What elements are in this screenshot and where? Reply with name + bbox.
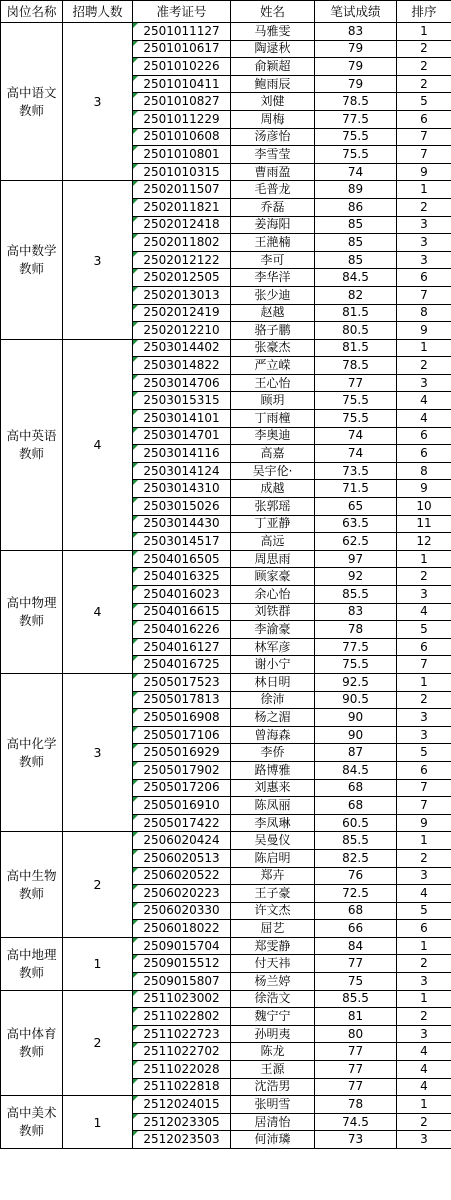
rank-cell: 3 [397,251,451,269]
score-cell: 73.5 [315,462,397,480]
score-cell: 74 [315,163,397,181]
score-cell: 68 [315,797,397,815]
header-row [1,1,451,23]
score-cell: 77 [315,1043,397,1061]
exam-id-cell: 2503014402 [133,339,231,357]
exam-id-cell: 2512023305 [133,1113,231,1131]
exam-id-cell: 2512024015 [133,1096,231,1114]
name-cell: 屈艺 [231,920,315,938]
rank-cell: 9 [397,814,451,832]
position-cell: 高中美术教师 [1,1096,63,1149]
rank-cell: 9 [397,322,451,340]
rank-cell: 7 [397,286,451,304]
name-cell: 居清怡 [231,1113,315,1131]
name-cell: 郑卉 [231,867,315,885]
rank-cell: 2 [397,1008,451,1026]
score-cell: 78.5 [315,93,397,111]
score-cell: 82.5 [315,849,397,867]
rank-cell: 1 [397,181,451,199]
name-cell: 杨兰婷 [231,973,315,991]
score-cell: 85 [315,216,397,234]
score-cell: 79 [315,40,397,58]
rank-cell: 2 [397,1113,451,1131]
name-cell: 李凤琳 [231,814,315,832]
exam-id-cell: 2502012122 [133,251,231,269]
hire-count-cell: 1 [63,937,133,990]
rank-cell: 2 [397,40,451,58]
name-cell: 陶逯秋 [231,40,315,58]
rank-cell: 5 [397,902,451,920]
rank-cell: 8 [397,304,451,322]
name-cell: 魏宁宁 [231,1008,315,1026]
name-cell: 顾家豪 [231,568,315,586]
name-cell: 李可 [231,251,315,269]
score-cell: 85.5 [315,832,397,850]
score-cell: 75 [315,973,397,991]
exam-id-cell: 2511022723 [133,1025,231,1043]
rank-cell: 3 [397,726,451,744]
rank-cell: 3 [397,374,451,392]
rank-cell: 6 [397,920,451,938]
name-cell: 徐沛 [231,691,315,709]
name-cell: 谢小宁 [231,656,315,674]
name-cell: 周梅 [231,110,315,128]
name-cell: 沈浩男 [231,1078,315,1096]
name-cell: 李雪莹 [231,146,315,164]
name-cell: 严立嵘 [231,357,315,375]
rank-cell: 4 [397,410,451,428]
name-cell: 陈凤丽 [231,797,315,815]
position-cell: 高中生物教师 [1,832,63,938]
hire-count-cell: 2 [63,832,133,938]
score-cell: 75.5 [315,392,397,410]
score-cell: 75.5 [315,656,397,674]
rank-cell: 5 [397,621,451,639]
exam-id-cell: 2503014517 [133,533,231,551]
exam-id-cell: 2501010801 [133,146,231,164]
rank-cell: 1 [397,1096,451,1114]
exam-id-cell: 2501010827 [133,93,231,111]
name-cell: 顾玥 [231,392,315,410]
header-score: 笔试成绩 [315,1,397,23]
name-cell: 马雅雯 [231,23,315,41]
hire-count-cell: 4 [63,550,133,673]
exam-id-cell: 2511023002 [133,990,231,1008]
rank-cell: 5 [397,93,451,111]
score-cell: 85.5 [315,990,397,1008]
exam-id-cell: 2512023503 [133,1131,231,1149]
score-cell: 73 [315,1131,397,1149]
score-cell: 85 [315,251,397,269]
name-cell: 高嘉 [231,445,315,463]
rank-cell: 3 [397,586,451,604]
rank-cell: 2 [397,955,451,973]
hire-count-cell: 3 [63,181,133,339]
score-cell: 65 [315,498,397,516]
score-cell: 92.5 [315,673,397,691]
rank-cell: 6 [397,269,451,287]
exam-id-cell: 2504016023 [133,586,231,604]
name-cell: 徐浩文 [231,990,315,1008]
exam-id-cell: 2504016226 [133,621,231,639]
score-cell: 84 [315,937,397,955]
rank-cell: 4 [397,1061,451,1079]
exam-id-cell: 2505017902 [133,761,231,779]
rank-cell: 1 [397,23,451,41]
exam-id-cell: 2503015026 [133,498,231,516]
exam-id-cell: 2504016127 [133,638,231,656]
exam-id-cell: 2504016725 [133,656,231,674]
name-cell: 毛普龙 [231,181,315,199]
name-cell: 曾海森 [231,726,315,744]
rank-cell: 1 [397,832,451,850]
name-cell: 杨之湄 [231,709,315,727]
score-cell: 84.5 [315,761,397,779]
score-cell: 77.5 [315,110,397,128]
rank-cell: 12 [397,533,451,551]
rank-cell: 1 [397,673,451,691]
score-cell: 63.5 [315,515,397,533]
rank-cell: 3 [397,1025,451,1043]
name-cell: 李侨 [231,744,315,762]
name-cell: 丁亚静 [231,515,315,533]
name-cell: 汤彦怡 [231,128,315,146]
exam-id-cell: 2501010617 [133,40,231,58]
score-cell: 97 [315,550,397,568]
hire-count-cell: 2 [63,990,133,1096]
table-row [1,23,451,41]
header-exam-id: 准考证号 [133,1,231,23]
rank-cell: 7 [397,797,451,815]
table-row [1,990,451,1008]
exam-id-cell: 2502013013 [133,286,231,304]
header-name: 姓名 [231,1,315,23]
exam-id-cell: 2503014101 [133,410,231,428]
name-cell: 付天祎 [231,955,315,973]
exam-id-cell: 2503014701 [133,427,231,445]
table-row [1,181,451,199]
exam-id-cell: 2503014116 [133,445,231,463]
score-cell: 86 [315,198,397,216]
rank-cell: 2 [397,198,451,216]
name-cell: 王滟楠 [231,234,315,252]
score-cell: 75.5 [315,146,397,164]
position-cell: 高中语文教师 [1,23,63,181]
name-cell: 成越 [231,480,315,498]
name-cell: 赵越 [231,304,315,322]
score-cell: 85 [315,234,397,252]
rank-cell: 4 [397,1078,451,1096]
score-cell: 68 [315,902,397,920]
exam-id-cell: 2509015704 [133,937,231,955]
rank-cell: 7 [397,128,451,146]
exam-id-cell: 2505016910 [133,797,231,815]
score-cell: 84.5 [315,269,397,287]
score-cell: 80 [315,1025,397,1043]
rank-cell: 1 [397,550,451,568]
score-cell: 81.5 [315,339,397,357]
name-cell: 鲍雨辰 [231,75,315,93]
table-row [1,339,451,357]
name-cell: 许文杰 [231,902,315,920]
exam-id-cell: 2502011802 [133,234,231,252]
name-cell: 孙明夷 [231,1025,315,1043]
rank-cell: 3 [397,234,451,252]
table-row [1,1096,451,1114]
score-cell: 75.5 [315,128,397,146]
score-cell: 74.5 [315,1113,397,1131]
name-cell: 余心怡 [231,586,315,604]
name-cell: 王心怡 [231,374,315,392]
exam-id-cell: 2501010315 [133,163,231,181]
score-cell: 87 [315,744,397,762]
score-cell: 78.5 [315,357,397,375]
rank-cell: 2 [397,691,451,709]
name-cell: 林军彦 [231,638,315,656]
exam-id-cell: 2506020424 [133,832,231,850]
score-cell: 82 [315,286,397,304]
rank-cell: 3 [397,867,451,885]
name-cell: 吴曼仪 [231,832,315,850]
rank-cell: 3 [397,1131,451,1149]
hire-count-cell: 3 [63,23,133,181]
exam-id-cell: 2506020223 [133,885,231,903]
position-cell: 高中物理教师 [1,550,63,673]
position-cell: 高中化学教师 [1,673,63,831]
exam-id-cell: 2509015807 [133,973,231,991]
name-cell: 刘健 [231,93,315,111]
rank-cell: 6 [397,638,451,656]
name-cell: 陈启明 [231,849,315,867]
rank-cell: 10 [397,498,451,516]
score-cell: 77 [315,955,397,973]
rank-cell: 7 [397,656,451,674]
score-cell: 68 [315,779,397,797]
score-cell: 80.5 [315,322,397,340]
rank-cell: 8 [397,462,451,480]
name-cell: 骆子鹏 [231,322,315,340]
name-cell: 刘惠来 [231,779,315,797]
exam-id-cell: 2502012419 [133,304,231,322]
score-cell: 77 [315,374,397,392]
name-cell: 曹雨盈 [231,163,315,181]
table-row [1,550,451,568]
rank-cell: 1 [397,339,451,357]
score-cell: 74 [315,427,397,445]
score-cell: 77.5 [315,638,397,656]
score-cell: 72.5 [315,885,397,903]
rank-cell: 1 [397,990,451,1008]
rank-cell: 4 [397,603,451,621]
table-row [1,673,451,691]
exam-id-cell: 2505016929 [133,744,231,762]
rank-cell: 4 [397,885,451,903]
name-cell: 张少迪 [231,286,315,304]
score-cell: 60.5 [315,814,397,832]
name-cell: 李奥迪 [231,427,315,445]
name-cell: 张明雪 [231,1096,315,1114]
name-cell: 乔磊 [231,198,315,216]
exam-id-cell: 2503014822 [133,357,231,375]
name-cell: 吴宇伦· [231,462,315,480]
table-row [1,832,451,850]
hire-count-cell: 3 [63,673,133,831]
exam-id-cell: 2503015315 [133,392,231,410]
exam-id-cell: 2506020513 [133,849,231,867]
score-cell: 76 [315,867,397,885]
score-cell: 83 [315,603,397,621]
rank-cell: 9 [397,163,451,181]
name-cell: 俞颖超 [231,58,315,76]
exam-id-cell: 2505017206 [133,779,231,797]
name-cell: 张豪杰 [231,339,315,357]
position-cell: 高中体育教师 [1,990,63,1096]
rank-cell: 9 [397,480,451,498]
exam-id-cell: 2501010608 [133,128,231,146]
position-cell: 高中数学教师 [1,181,63,339]
rank-cell: 2 [397,75,451,93]
name-cell: 路博雅 [231,761,315,779]
name-cell: 郑雯静 [231,937,315,955]
name-cell: 李渝豪 [231,621,315,639]
score-cell: 90.5 [315,691,397,709]
rank-cell: 6 [397,761,451,779]
rank-cell: 6 [397,445,451,463]
exam-id-cell: 2503014706 [133,374,231,392]
score-cell: 83 [315,23,397,41]
rank-cell: 4 [397,392,451,410]
exam-id-cell: 2511022818 [133,1078,231,1096]
exam-id-cell: 2505017813 [133,691,231,709]
score-cell: 81.5 [315,304,397,322]
exam-id-cell: 2505017422 [133,814,231,832]
table-body [1,23,451,1149]
exam-id-cell: 2501010411 [133,75,231,93]
exam-id-cell: 2511022802 [133,1008,231,1026]
header-rank: 排序 [397,1,451,23]
exam-id-cell: 2505016908 [133,709,231,727]
score-cell: 62.5 [315,533,397,551]
rank-cell: 7 [397,146,451,164]
score-cell: 92 [315,568,397,586]
rank-cell: 6 [397,427,451,445]
rank-cell: 3 [397,973,451,991]
exam-id-cell: 2501011229 [133,110,231,128]
hire-count-cell: 1 [63,1096,133,1149]
name-cell: 陈龙 [231,1043,315,1061]
score-cell: 78 [315,1096,397,1114]
score-cell: 74 [315,445,397,463]
exam-id-cell: 2506020330 [133,902,231,920]
score-cell: 78 [315,621,397,639]
name-cell: 林日明 [231,673,315,691]
score-cell: 85.5 [315,586,397,604]
score-cell: 79 [315,58,397,76]
exam-id-cell: 2505017523 [133,673,231,691]
rank-cell: 2 [397,58,451,76]
score-cell: 89 [315,181,397,199]
position-cell: 高中地理教师 [1,937,63,990]
name-cell: 高远 [231,533,315,551]
rank-cell: 6 [397,110,451,128]
rank-cell: 2 [397,849,451,867]
score-cell: 81 [315,1008,397,1026]
score-cell: 77 [315,1061,397,1079]
exam-id-cell: 2502011507 [133,181,231,199]
exam-id-cell: 2509015512 [133,955,231,973]
name-cell: 李华洋 [231,269,315,287]
exam-id-cell: 2511022028 [133,1061,231,1079]
exam-id-cell: 2502012210 [133,322,231,340]
name-cell: 王源 [231,1061,315,1079]
exam-id-cell: 2503014310 [133,480,231,498]
rank-cell: 7 [397,779,451,797]
exam-id-cell: 2502012418 [133,216,231,234]
score-cell: 79 [315,75,397,93]
name-cell: 刘铁群 [231,603,315,621]
header-position: 岗位名称 [1,1,63,23]
rank-cell: 2 [397,568,451,586]
rank-cell: 11 [397,515,451,533]
name-cell: 丁雨橦 [231,410,315,428]
rank-cell: 1 [397,937,451,955]
name-cell: 姜海阳 [231,216,315,234]
score-cell: 71.5 [315,480,397,498]
hire-count-cell: 4 [63,339,133,550]
exam-id-cell: 2506018022 [133,920,231,938]
score-cell: 66 [315,920,397,938]
exam-id-cell: 2511022702 [133,1043,231,1061]
name-cell: 张郭瑶 [231,498,315,516]
score-cell: 90 [315,726,397,744]
rank-cell: 5 [397,744,451,762]
score-cell: 90 [315,709,397,727]
exam-id-cell: 2502011821 [133,198,231,216]
score-cell: 77 [315,1078,397,1096]
exam-id-cell: 2501011127 [133,23,231,41]
position-cell: 高中英语教师 [1,339,63,550]
header-count: 招聘人数 [63,1,133,23]
table-row [1,937,451,955]
exam-id-cell: 2504016325 [133,568,231,586]
exam-id-cell: 2502012505 [133,269,231,287]
exam-id-cell: 2506020522 [133,867,231,885]
exam-id-cell: 2505017106 [133,726,231,744]
name-cell: 王子豪 [231,885,315,903]
exam-id-cell: 2504016505 [133,550,231,568]
name-cell: 周思雨 [231,550,315,568]
exam-id-cell: 2503014124 [133,462,231,480]
rank-cell: 4 [397,1043,451,1061]
rank-cell: 2 [397,357,451,375]
rank-cell: 3 [397,216,451,234]
exam-id-cell: 2501010226 [133,58,231,76]
exam-id-cell: 2504016615 [133,603,231,621]
rank-cell: 3 [397,709,451,727]
name-cell: 何沛璘 [231,1131,315,1149]
exam-id-cell: 2503014430 [133,515,231,533]
score-cell: 75.5 [315,410,397,428]
